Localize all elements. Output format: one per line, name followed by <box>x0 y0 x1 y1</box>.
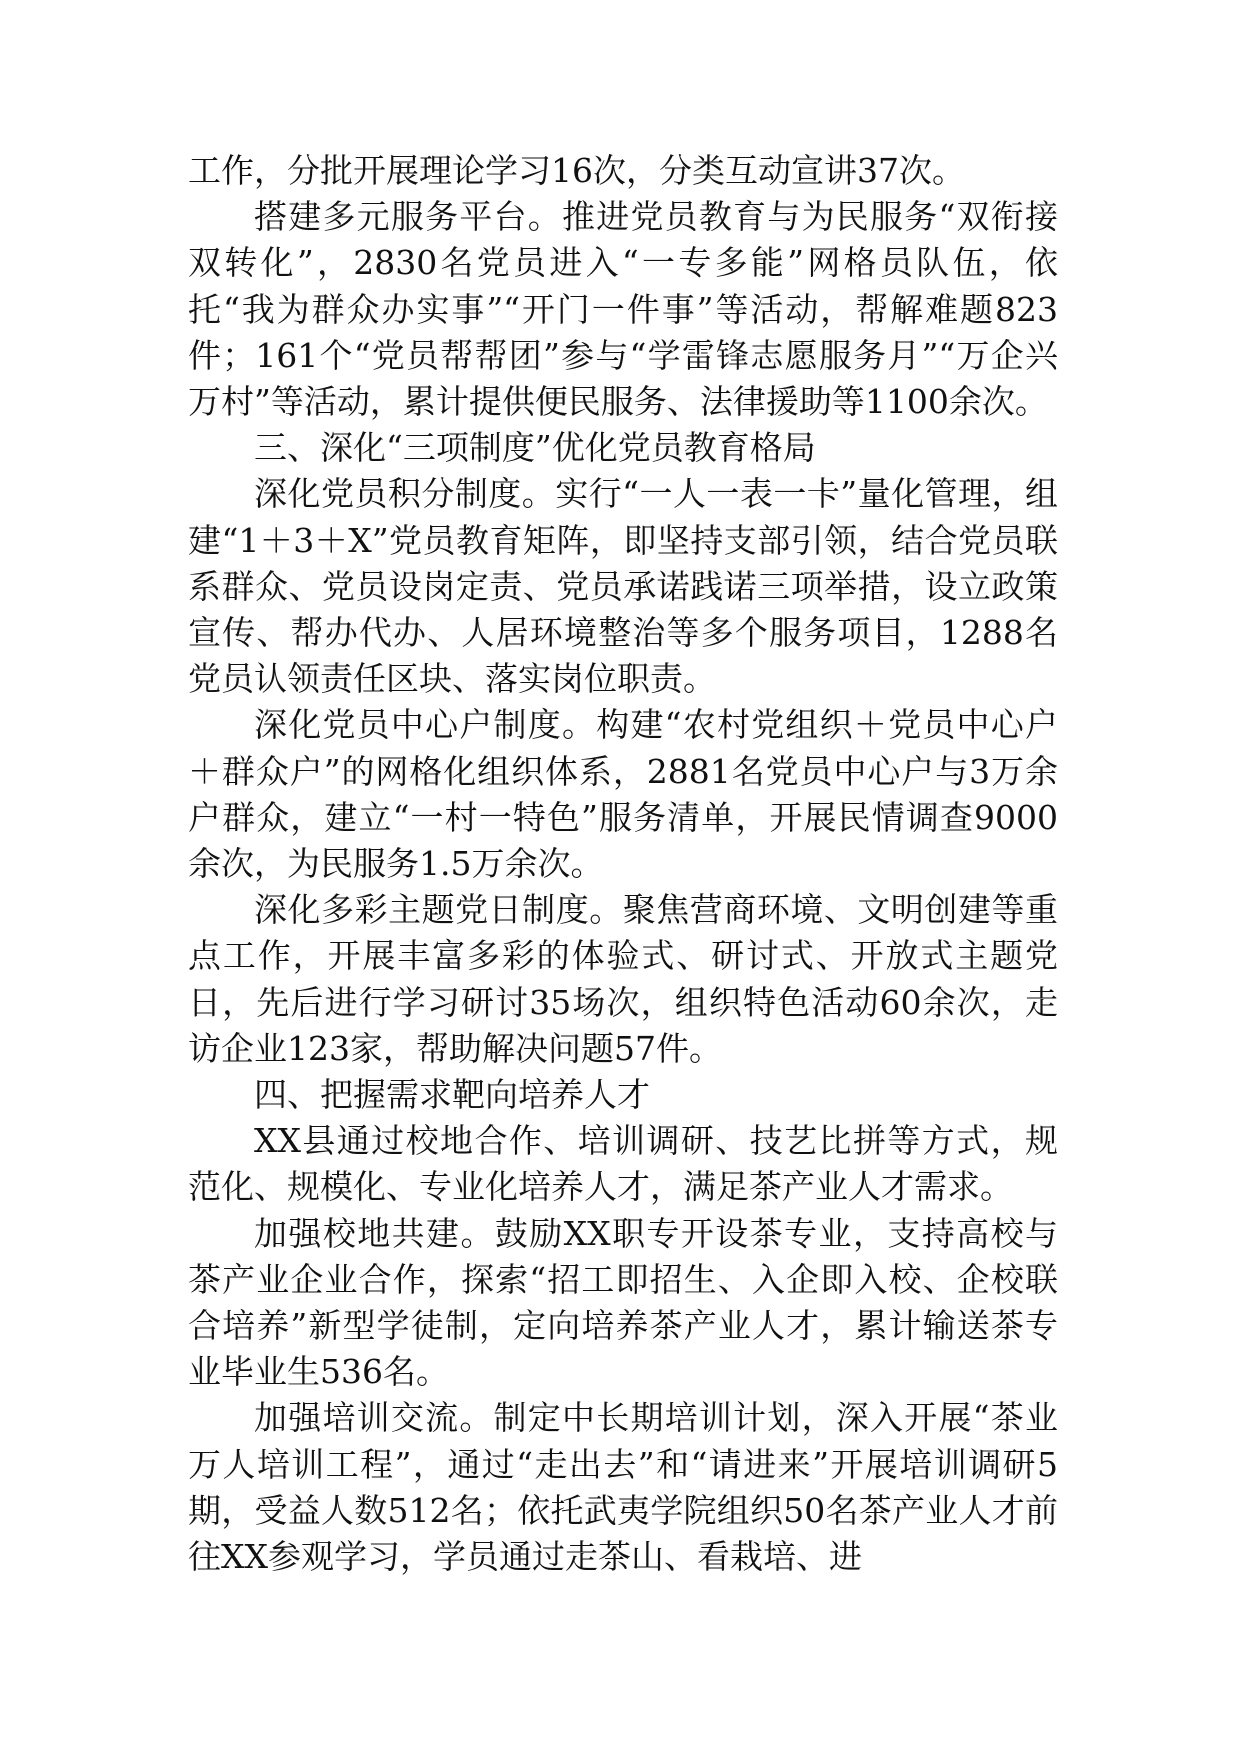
paragraph-school-cooperation: 加强校地共建。鼓励XX职专开设茶专业，支持高校与茶产业企业合作，探索“招工即招生、入企即入校、企校联合培养”新型学徒制，定向培养茶产业人才，累计输送茶专业毕业生536名。 <box>188 1213 1058 1392</box>
document-body <box>188 148 1058 1580</box>
paragraph-continued: 工作，分批开展理论学习16次，分类互动宣讲37次。 <box>188 151 965 190</box>
paragraph-theme-day: 深化多彩主题党日制度。聚焦营商环境、文明创建等重点工作，开展丰富多彩的体验式、研讨式、开放式主题党日，先后进行学习研讨35场次，组织特色活动60余次，走访企业123家，帮助解决问题57件。 <box>188 890 1058 1068</box>
paragraph-service-platform: 搭建多元服务平台。推进党员教育与为民服务“双衔接双转化”，2830名党员进入“一专多能”网格员队伍，依托“我为群众办实事”“开门一件事”等活动，帮解难题823件；161个“党员帮帮团”参与“学雷锋志愿服务月”“万企兴万村”等活动，累计提供便民服务、法律援助等1100余次。 <box>188 197 1058 422</box>
paragraph-central-household: 深化党员中心户制度。构建“农村党组织＋党员中心户＋群众户”的网格化组织体系，2881名党员中心户与3万余户群众，建立“一村一特色”服务清单，开展民情调查9000余次，为民服务1.5万余次。 <box>188 705 1058 884</box>
paragraph-points-system: 深化党员积分制度。实行“一人一表一卡”量化管理，组建“1＋3＋X”党员教育矩阵，即坚持支部引领，结合党员联系群众、党员设岗定责、党员承诺践诺三项举措，设立政策宣传、帮办代办、人居环境整治等多个服务项目，1288名党员认领责任区块、落实岗位职责。 <box>188 474 1058 699</box>
paragraph-talent-intro: XX县通过校地合作、培训调研、技艺比拼等方式，规范化、规模化、专业化培养人才，满足茶产业人才需求。 <box>188 1121 1058 1207</box>
section-heading-four: 四、把握需求靶向培养人才 <box>254 1075 650 1115</box>
paragraph-training-exchange: 加强培训交流。制定中长期培训计划，深入开展“茶业万人培训工程”，通过“走出去”和“请进来”开展培训调研5期，受益人数512名；依托武夷学院组织50名茶产业人才前往XX参观学习，学员通过走茶山、看栽培、进 <box>188 1398 1058 1577</box>
section-heading-three: 三、深化“三项制度”优化党员教育格局 <box>254 428 816 468</box>
